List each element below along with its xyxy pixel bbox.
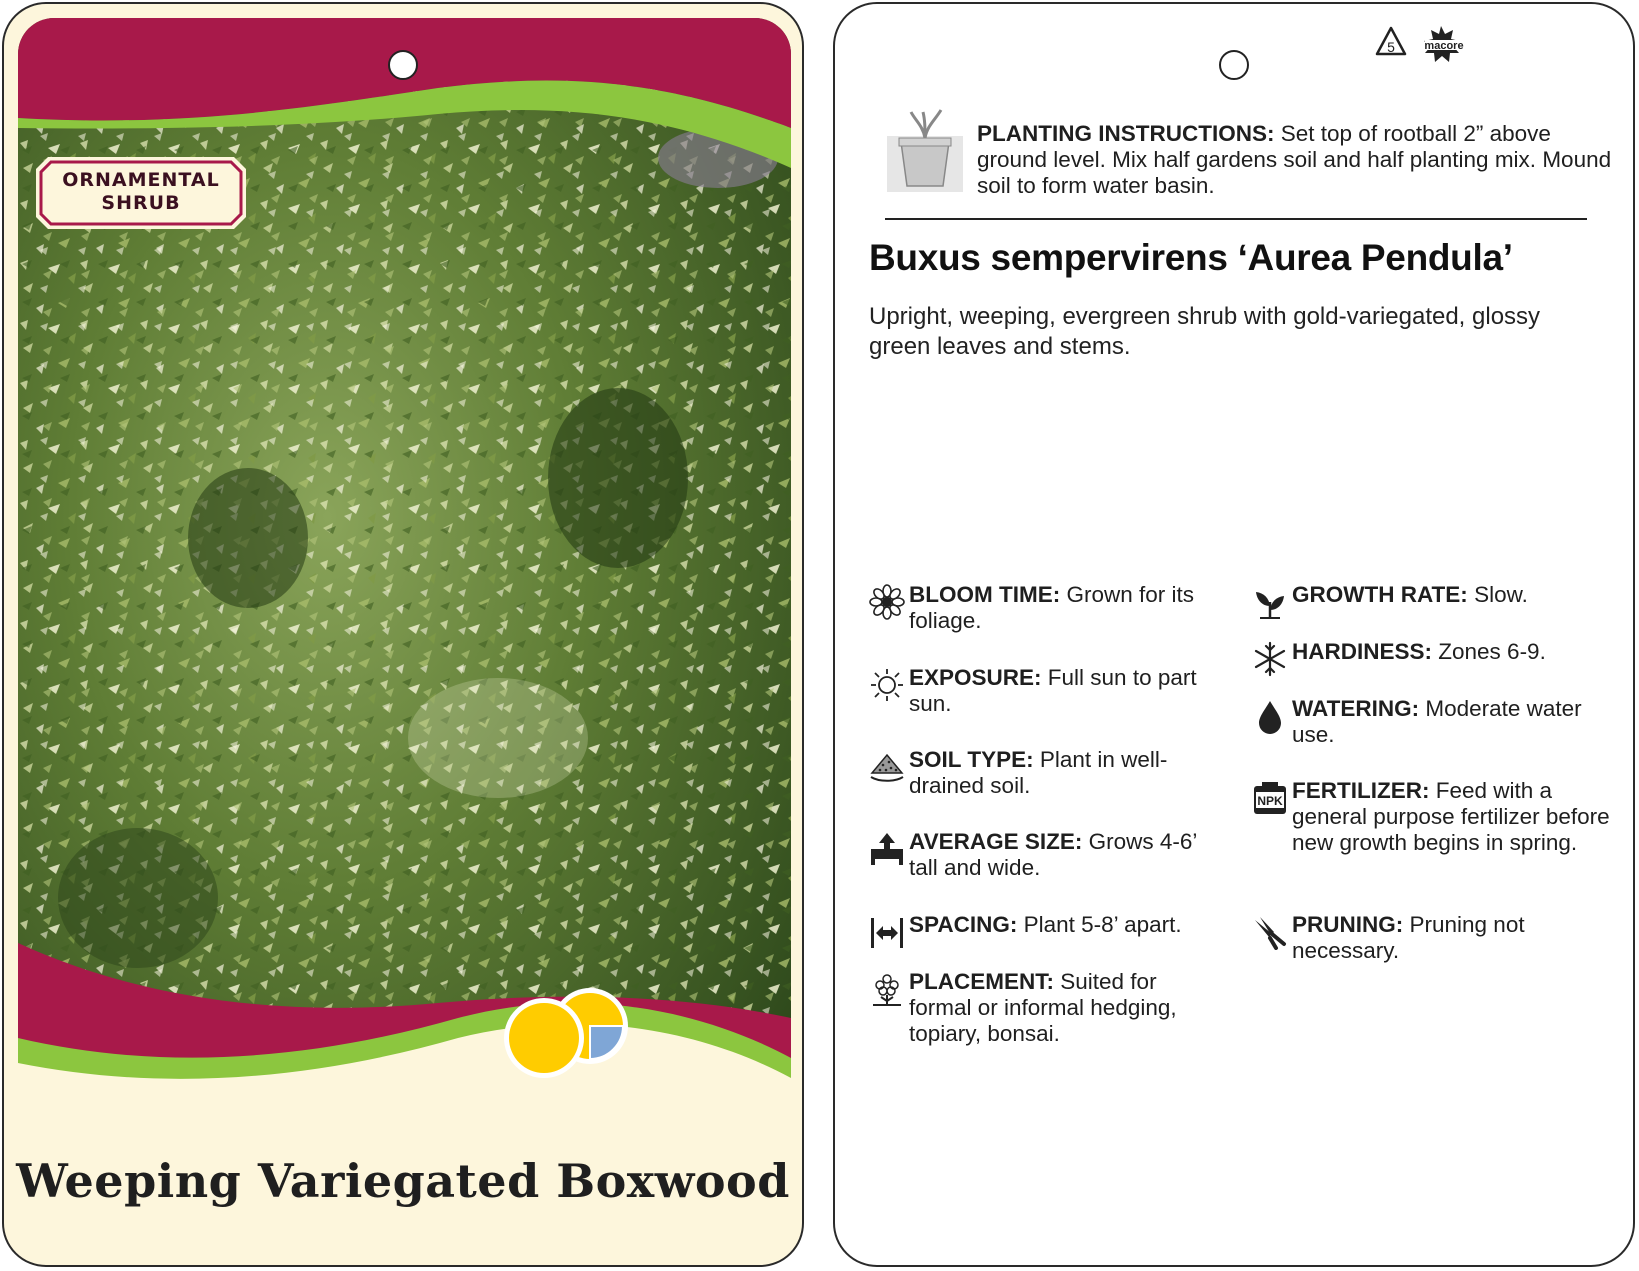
pruning-shears-icon <box>1252 914 1288 950</box>
plant-description: Upright, weeping, evergreen shrub with gold-variegated, glossy green leaves and stems. <box>869 303 1541 360</box>
badge-line-2: SHRUB <box>101 192 181 214</box>
front-plant-tag <box>2 2 804 1267</box>
attr-value: Zones 6-9. <box>1432 639 1546 664</box>
attr-value: Plant 5-8’ apart. <box>1017 912 1182 937</box>
sprout-icon <box>1252 584 1288 620</box>
attr-label: BLOOM TIME: <box>909 582 1061 607</box>
attr-label: PLACEMENT: <box>909 969 1054 994</box>
hang-hole-back <box>1219 50 1249 80</box>
height-icon <box>869 831 905 867</box>
botanical-name: Buxus sempervirens ‘Aurea Pendula’ <box>869 237 1513 278</box>
soil-icon <box>869 749 905 785</box>
hang-hole <box>388 50 418 80</box>
sun-icon <box>869 667 905 703</box>
fertilizer-icon <box>1252 780 1288 816</box>
planting-instructions <box>885 104 1612 204</box>
planting-instructions-text <box>977 121 1617 199</box>
spacing-icon <box>869 914 905 950</box>
attr-label: FERTILIZER: <box>1292 778 1430 803</box>
attr-label: HARDINESS: <box>1292 639 1433 664</box>
recycle-number: 5 <box>1387 39 1395 55</box>
attr-value: Suited for formal or informal hedging, topiary, bonsai. <box>909 969 1177 1046</box>
recycle-brand-icons <box>1373 24 1473 66</box>
attr-value: Moderate water use. <box>1292 696 1582 747</box>
attr-value: Pruning not necessary. <box>1292 912 1525 963</box>
attr-value: Full sun to part sun. <box>909 665 1197 716</box>
exposure-sun-icons <box>504 986 634 1078</box>
brand-mark: macore <box>1424 40 1464 52</box>
recycle-icon <box>1377 28 1405 55</box>
attr-value: Plant in well-drained soil. <box>909 747 1168 798</box>
common-name-title: Weeping Variegated Boxwood <box>16 1154 790 1208</box>
water-drop-icon <box>1252 698 1288 734</box>
brand-logo-icon <box>1424 26 1464 62</box>
attr-label: EXPOSURE: <box>909 665 1042 690</box>
attr-value: Grown for its foliage. <box>909 582 1195 633</box>
attr-label: AVERAGE SIZE: <box>909 829 1083 854</box>
potted-plant-icon <box>885 106 965 196</box>
planting-label: PLANTING INSTRUCTIONS: <box>977 121 1275 146</box>
snowflake-icon <box>1252 641 1288 677</box>
divider-rule <box>885 218 1587 220</box>
attr-value: Feed with a general purpose fertilizer before new growth begins in spring. <box>1292 778 1610 855</box>
attr-label: SPACING: <box>909 912 1018 937</box>
category-badge <box>36 169 246 215</box>
planting-body: Set top of rootball 2” above ground level. Mix half gardens soil and half planting mix. Mound soil to form water basin. <box>977 121 1612 198</box>
attr-label: WATERING: <box>1292 696 1420 721</box>
attr-label: GROWTH RATE: <box>1292 582 1468 607</box>
attr-value: Grows 4-6’ tall and wide. <box>909 829 1197 880</box>
attr-label: PRUNING: <box>1292 912 1404 937</box>
svg-text:NPK: NPK <box>1257 794 1283 808</box>
back-plant-tag <box>833 2 1635 1267</box>
flower-icon <box>869 584 905 620</box>
badge-line-1: ORNAMENTAL <box>62 169 220 191</box>
attr-value: Slow. <box>1467 582 1528 607</box>
attr-label: SOIL TYPE: <box>909 747 1034 772</box>
placement-icon <box>869 971 905 1007</box>
